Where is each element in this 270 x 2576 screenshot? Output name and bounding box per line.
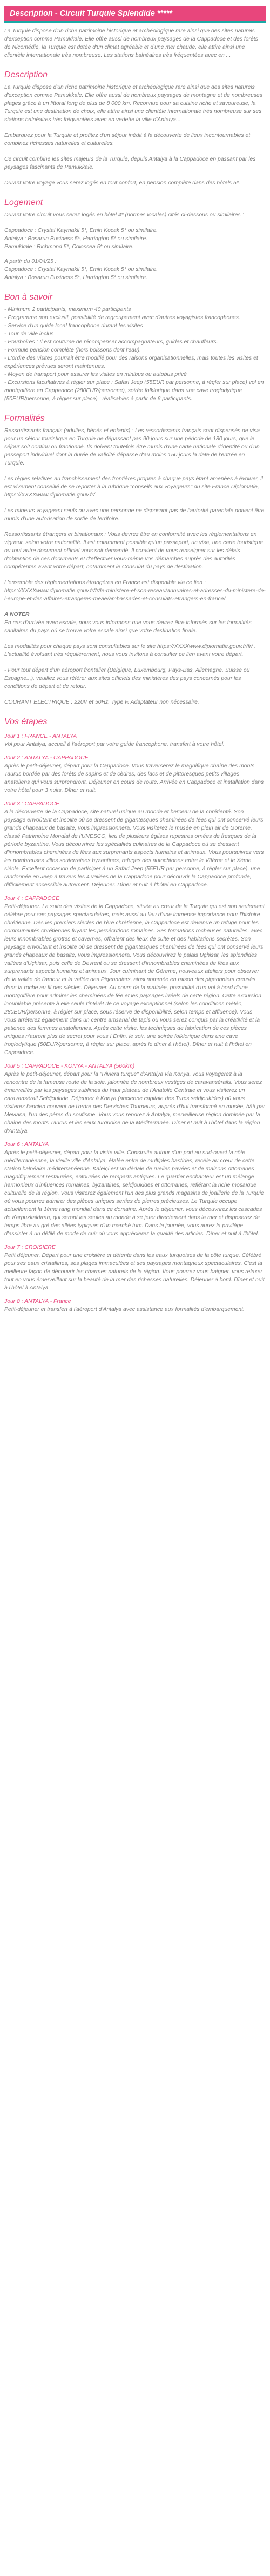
bon-a-savoir-line: - L'ordre des visites pourrait être modifié pour des raisons organisationnelles, mais toutes les visites et expériences prévues seront maintenues. xyxy=(4,355,258,369)
page xyxy=(0,6,270,1314)
stage-title: Jour 2 : ANTALYA - CAPPADOCE xyxy=(4,755,89,761)
logement-list xyxy=(4,227,266,251)
formalites-paragraph-6: En cas d'arrivée avec escale, nous vous informons que vous devrez être informés sur les formalités sanitaires du pays où se trouve votre escale ainsi que votre destination finale. xyxy=(4,620,252,634)
formalites-paragraph-1: Ressortissants français (adultes, bébés et enfants) : Les ressortissants français sont dispensés de visa pour un séjour touristique en Turquie ne dépassant pas 90 jours sur une période de 180 jours, que le séjour soit continu ou fractionné. Ils doivent toutefois être munis d'une carte nationale d'identité ou d'un passeport individuel dont la durée de validité dépasse d'au moins 150 jours la date de l'entrée en Turquie. xyxy=(4,428,260,466)
logement-line: Antalya : Bosarun Business 5*, Harrington 5* ou similaire. xyxy=(4,236,148,242)
stage-text: Vol pour Antalya, accueil à l'aéroport par votre guide francophone, transfert à votre hôtel. xyxy=(4,741,225,747)
formalites-note-label: A NOTER xyxy=(4,612,30,618)
section-heading-logement: Logement xyxy=(4,198,43,207)
description-paragraph-2: Embarquez pour la Turquie et profitez d'un séjour inédit à la découverte de lieux incontournables et combinez richesses naturelles et culturelles. xyxy=(4,133,251,147)
stage-title: Jour 8 : ANTALYA - France xyxy=(4,1299,71,1304)
description-paragraph-3: Ce circuit combine les sites majeurs de la Turquie, depuis Antalya à la Cappadoce en passant par les paysages fascinants de Pamukkale. xyxy=(4,156,256,170)
bon-a-savoir-list xyxy=(4,306,266,403)
logement-list-2 xyxy=(4,257,266,282)
stage-text: Après le petit-déjeuner, départ pour la visite ville. Construite autour d'un port au sud-ouest la côte méditerranéenne, la vieille ville d'Antalya, étalée entre de multiples bastides, recèle au cœur de cette station balnéaire méditerranéenne. Kaleiçi est un dédale de ruelles pavées et de maisons ottomanes magnifiquement restaurées, entourées de remparts antiques. Le quartier enchanteur est un mélange harmonieux d'influences romaines, byzantines, seldjoukides et ottomanes, reflétant la riche mosaïque culturelle de la région. Vous visiterez également l'un des plus grands magasins de joaillerie de la Turquie où vous pourrez admirer des pièces uniques serties de pierres précieuses. Le Turquie occupe actuellement la 1ème rang mondial dans ce domaine. Après le déjeuner, vous découvrirez les cascades de Karpuzkaldıran, qui seront les seules au monde à se jeter directement dans la mer et disposerez de temps libre au gré des allées typiques d'un marché turc. Dans la journée, vous aurez la privilège d'assister à un défilé de mode de cuir où vous apprécierez la qualité des articles. Dîner et nuit à l'hôtel. xyxy=(4,1150,264,1237)
logement-intro: Durant votre circuit vous serez logés en hôtel 4* (normes locales) cités ci-dessous ou similaires : xyxy=(4,212,244,218)
logement-line: Cappadoce : Crystal Kaymakli 5*, Emin Kocak 5* ou similaire. xyxy=(4,267,158,273)
logement-line: Pamukkale : Richmond 5*, Colossea 5* ou similaire. xyxy=(4,244,134,250)
formalites-paragraph-9: COURANT ELECTRIQUE : 220V et 50Hz. Type F. Adaptateur non nécessaire. xyxy=(4,699,199,705)
description-paragraph-1: La Turquie dispose d'un riche patrimoine historique et archéologique rare ainsi que des sites naturels d'exception comme Pamukkale. Elle offre aussi de nombreux paysages de montagne et de nombreuses plages grâce à un littoral long de plus de 8 000 km. Reconnue pour sa cuisine riche et savoureuse, la Turquie est une destination de choix, elle attire ainsi une clientèle internationale très nombreuse sur ses stations balnéaires très fréquentées avec en vedette la ville d'Antalya... xyxy=(4,84,262,123)
logement-subtitle: A partir du 01/04/25 : xyxy=(4,259,57,264)
formalites-paragraph-4: Ressortissants étrangers et binationaux : Vous devrez être en conformité avec les réglementations en vigueur, selon votre nationalité. Il est notamment possible qu'un passeport, un visa, une carte touristique ou tout autre document officiel vous soit demandé. Il convient de vous renseigner sur les délais d'obtention de ces documents et d'effectuer vous-même vos démarches auprès des autorités compétentes avant votre départ, notamment le Consulat du pays de destination. xyxy=(4,532,264,570)
stage-title: Jour 3 : CAPPADOCE xyxy=(4,801,60,807)
stage-title: Jour 6 : ANTALYA xyxy=(4,1142,49,1148)
formalites-paragraph-8: - Pour tout départ d'un aéroport frontalier (Belgique, Luxembourg, Pays-Bas, Allemagne, Suisse ou Espagne...), veuillez vous référer aux sites officiels des ministères des pays concernés pour les conditions de départ et de retour. xyxy=(4,667,250,690)
section-heading-etapes: Vos étapes xyxy=(4,717,48,726)
bon-a-savoir-line: - Tour de ville inclus xyxy=(4,331,54,337)
stage-text: Petit-déjeuner. La suite des visites de la Cappadoce, située au cœur de la Turquie qui est non seulement célèbre pour ses paysages spectaculaires, mais aussi au lieu d'une immense importance pour l'histoire chrétienne. Dès les premiers siècles de l'ère chrétienne, la Cappadoce est devenue un refuge pour les communautés chrétiennes fuyant les persécutions romaines. Ses formations rocheuses naturelles, avec leurs innombrables grottes et cavernes, offraient des lieux de culte et des habitations secrètes. Son paysage envoûtant et insolite où se dressent de gigantesques cheminées de fées qui ont conservé leurs grands chapeaux de basalte, vous impressionnera. Vous découvrirez le palais Uçhisar, les splendides vallées d'Uçhisar, puis celle de Devrent ou se dressent d'innombrables cheminées de fées aux surprenants aspects humains et animaux. Jour culminant de Göreme, nouveaux ateliers pour observer de la vallée de l'amour et la vallée des Pigeonniers, ainsi nommée en raison des pigeonniers creusés dans la roche au fil des siècles. Déjeuner. Au cours de la matinée, possibilité d'un vol à bord d'une montgolfière pour admirer les cheminées de fée et les paysages irréels de cette région. Cette excursion inoubliable présente à elle seule l'intérêt de ce voyage exceptionnel (selon les conditions météo, 280EUR/personne, à régler sur place, sous réserve de disponibilité, selon temps et affluence). Vous vous arrêterez également dans un centre artisanal de tapis où vous serez conquis par la créativité et la patience des femmes anatoliennes. Après cette visite, les techniques de fabrication de ces pièces uniques n'auront plus de secret pour vous ! Enfin, le soir, une soirée folklorique dans une cave troglodytique (50EUR/personne, à régler sur place, après le dîner à l'hôtel). Dîner et nuit à l'hôtel en Cappadoce. xyxy=(4,904,265,1056)
section-heading-formalites: Formalités xyxy=(4,414,45,423)
section-heading-description: Description xyxy=(4,70,48,80)
section-heading-bon-a-savoir: Bon à savoir xyxy=(4,293,52,302)
formalites-paragraph-7: Les modalités pour chaque pays sont consultables sur le site https://XXXXwww.diplomatie.gouv.fr/fr/ . L'actualité évoluant très régulièrement, nous vous invitons à consulter ce lien avant votre départ. xyxy=(4,644,256,658)
description-paragraph-4: Durant votre voyage vous serez logés en tout confort, en pension complète dans des hôtels 5*. xyxy=(4,180,240,186)
stage-title: Jour 1 : FRANCE - ANTALYA xyxy=(4,733,77,739)
bon-a-savoir-line: - Formule pension complète (hors boissons dont l'eau). xyxy=(4,347,141,353)
stage-title: Jour 5 : CAPPADOCE - KONYA - ANTALYA (560km) xyxy=(4,1063,135,1069)
stage-text: Petit déjeuner. Départ pour une croisière et détente dans les eaux turquoises de la côte turque. Célébré pour ses eaux cristallines, ses plages immaculées et ses paysages montagneux spectaculaires. C'est la meilleure façon de découvrir les charmes naturels de la région. Vous pourrez vous baigner, vous relaxer tout en vous émerveillant sur la beauté de la mer des richesses naturelles. Déjeuner à bord. Dîner et nuit à l'hôtel à Antalya. xyxy=(4,1253,265,1291)
bon-a-savoir-line: - Excursions facultatives à régler sur place : Safari Jeep (55EUR par personne, à régler sur place) vol en montgolfière en Cappadoce (280EUR/personne), soirée folklorique dans une cave troglodytique (50EUR/personne, à régler sur place) : réalisables à partir de 6 participants. xyxy=(4,380,264,402)
bon-a-savoir-line: - Minimum 2 participants, maximum 40 participants xyxy=(4,307,131,313)
logement-line: Cappadoce : Crystal Kaymakli 5*, Emin Kocak 5* ou similaire. xyxy=(4,228,158,234)
stage-title: Jour 7 : CROISIERE xyxy=(4,1244,56,1250)
intro-text: La Turquie dispose d'un riche patrimoine historique et archéologique rare ainsi que des sites naturels d'exception comme Pamukkale. Elle offre aussi de nombreux paysages de la Cappadoce et des forêts de Nicomédie, la Turquie est dotée d'un climat agréable et d'une mer chaude, elle attire ainsi une clientèle internationale très nombreuse. Les stations balnéaires très fréquentées avec en ... xyxy=(4,28,258,58)
bon-a-savoir-line: - Programme non exclusif, possibilité de regroupement avec d'autres voyagistes francophones. xyxy=(4,315,240,321)
bon-a-savoir-line: - Pourboires : Il est coutume de récompenser accompagnateurs, guides et chauffeurs. xyxy=(4,339,218,345)
bon-a-savoir-line: - Moyen de transport pour assurer les visites en minibus ou autobus privé xyxy=(4,372,187,378)
stage-text: Petit-déjeuner et transfert à l'aéroport d'Antalya avec assistance aux formalités d'embarquement. xyxy=(4,1307,245,1313)
stage-text: A la découverte de la Cappadoce, site naturel unique au monde et berceau de la chrétienté. Son paysage envoûtant et insolite où se dressent de gigantesques cheminées de fées qui ont conservé leurs grands chapeaux de basalte, vous impressionnera. Vous visiterez le musée en plein air de Göreme, classé Patrimoine Mondial de l'UNESCO, lieu de plusieurs églises rupestres ornées de fresques de la période byzantine. Vous découvrirez les spécialités culinaires de la Cappadoce où se dressent d'innombrables cheminées de fées aux surprenants aspects humains et animaux. Vous poursuivrez vers les nombreuses villes souterraines byzantines, refuges des autochtones entre le VIIème et le Xème siècle. Excellent occasion de participer à un Safari Jeep (55EUR par personne, à régler sur place), une randonnée en Jeep à travers les 4 vallées de la Cappadoce pour découvrir la Cappadoce profonde, difficilement accessible autrement. Déjeuner. Dîner et nuit à l'hôtel en Cappadoce. xyxy=(4,809,264,888)
logement-line: Antalya : Bosarun Business 5*, Harrington 5* ou similaire. xyxy=(4,275,148,281)
stage-text: Après le petit-déjeuner, départ pour la Cappadoce. Vous traverserez le magnifique chaîne des monts Taurus bordée par des forêts de sapins et de cèdres, des lacs et de pittoresques petits villages anatoliens qui vous surprendront. Déjeuner en cours de route. Arrivée en Cappadoce et installation dans votre hôtel pour 3 nuits. Dîner et nuit. xyxy=(4,763,264,793)
stage-title: Jour 4 : CAPPADOCE xyxy=(4,896,60,902)
formalites-paragraph-2: Les règles relatives au franchissement des frontières propres à chaque pays étant amenées à évoluer, il est vivement conseillé de se reporter à la rubrique "conseils aux voyageurs" du site France Diplomatie, https://XXXXwww.diplomatie.gouv.fr/ xyxy=(4,476,263,498)
stage-text: Après le petit-déjeuner, départ pour la "Riviera turque" d'Antalya via Konya, vous voyagerez à la rencontre de la fameuse route de la soie, jalonnée de nombreux vestiges de caravansérails. Vous serez émerveillés par les paysages sublimes du haut plateau de l'Anatolie Centrale et vous visiterez un caravansérail Seldjoukide. Déjeuner à Konya (ancienne capitale des Turcs seldjoukides) où vous visiterez l'ancien couvent de l'ordre des Derviches Tourneurs, auprès d'hui transformé en musée, bâti par Mevlana, l'un des pères du soufisme. Vous vous rendrez à Antalya, merveilleuse région dominée par la chaîne des monts Taurus et les eaux turquoise de la Méditerranée. Dîner et nuit à l'hôtel dans la région d'Antalya. xyxy=(4,1071,265,1134)
formalites-paragraph-5: L'ensemble des réglementations étrangères en France est disponible via ce lien : https://XXXXwww.diplomatie.gouv.fr/fr/le-ministere-et-son-reseau/annuaires-et-adresses-du-ministere-de-l-europe-et-des-affaires-etrangeres-meae/ambassades-et-consulats-etrangers-en-france/ xyxy=(4,580,266,602)
page-title: Description - Circuit Turquie Splendide ***** xyxy=(4,6,266,23)
formalites-paragraph-3: Les mineurs voyageant seuls ou avec une personne ne disposant pas de l'autorité parentale doivent être munis d'une autorisation de sortie de territoire. xyxy=(4,508,265,522)
bon-a-savoir-line: - Service d'un guide local francophone durant les visites xyxy=(4,323,143,329)
